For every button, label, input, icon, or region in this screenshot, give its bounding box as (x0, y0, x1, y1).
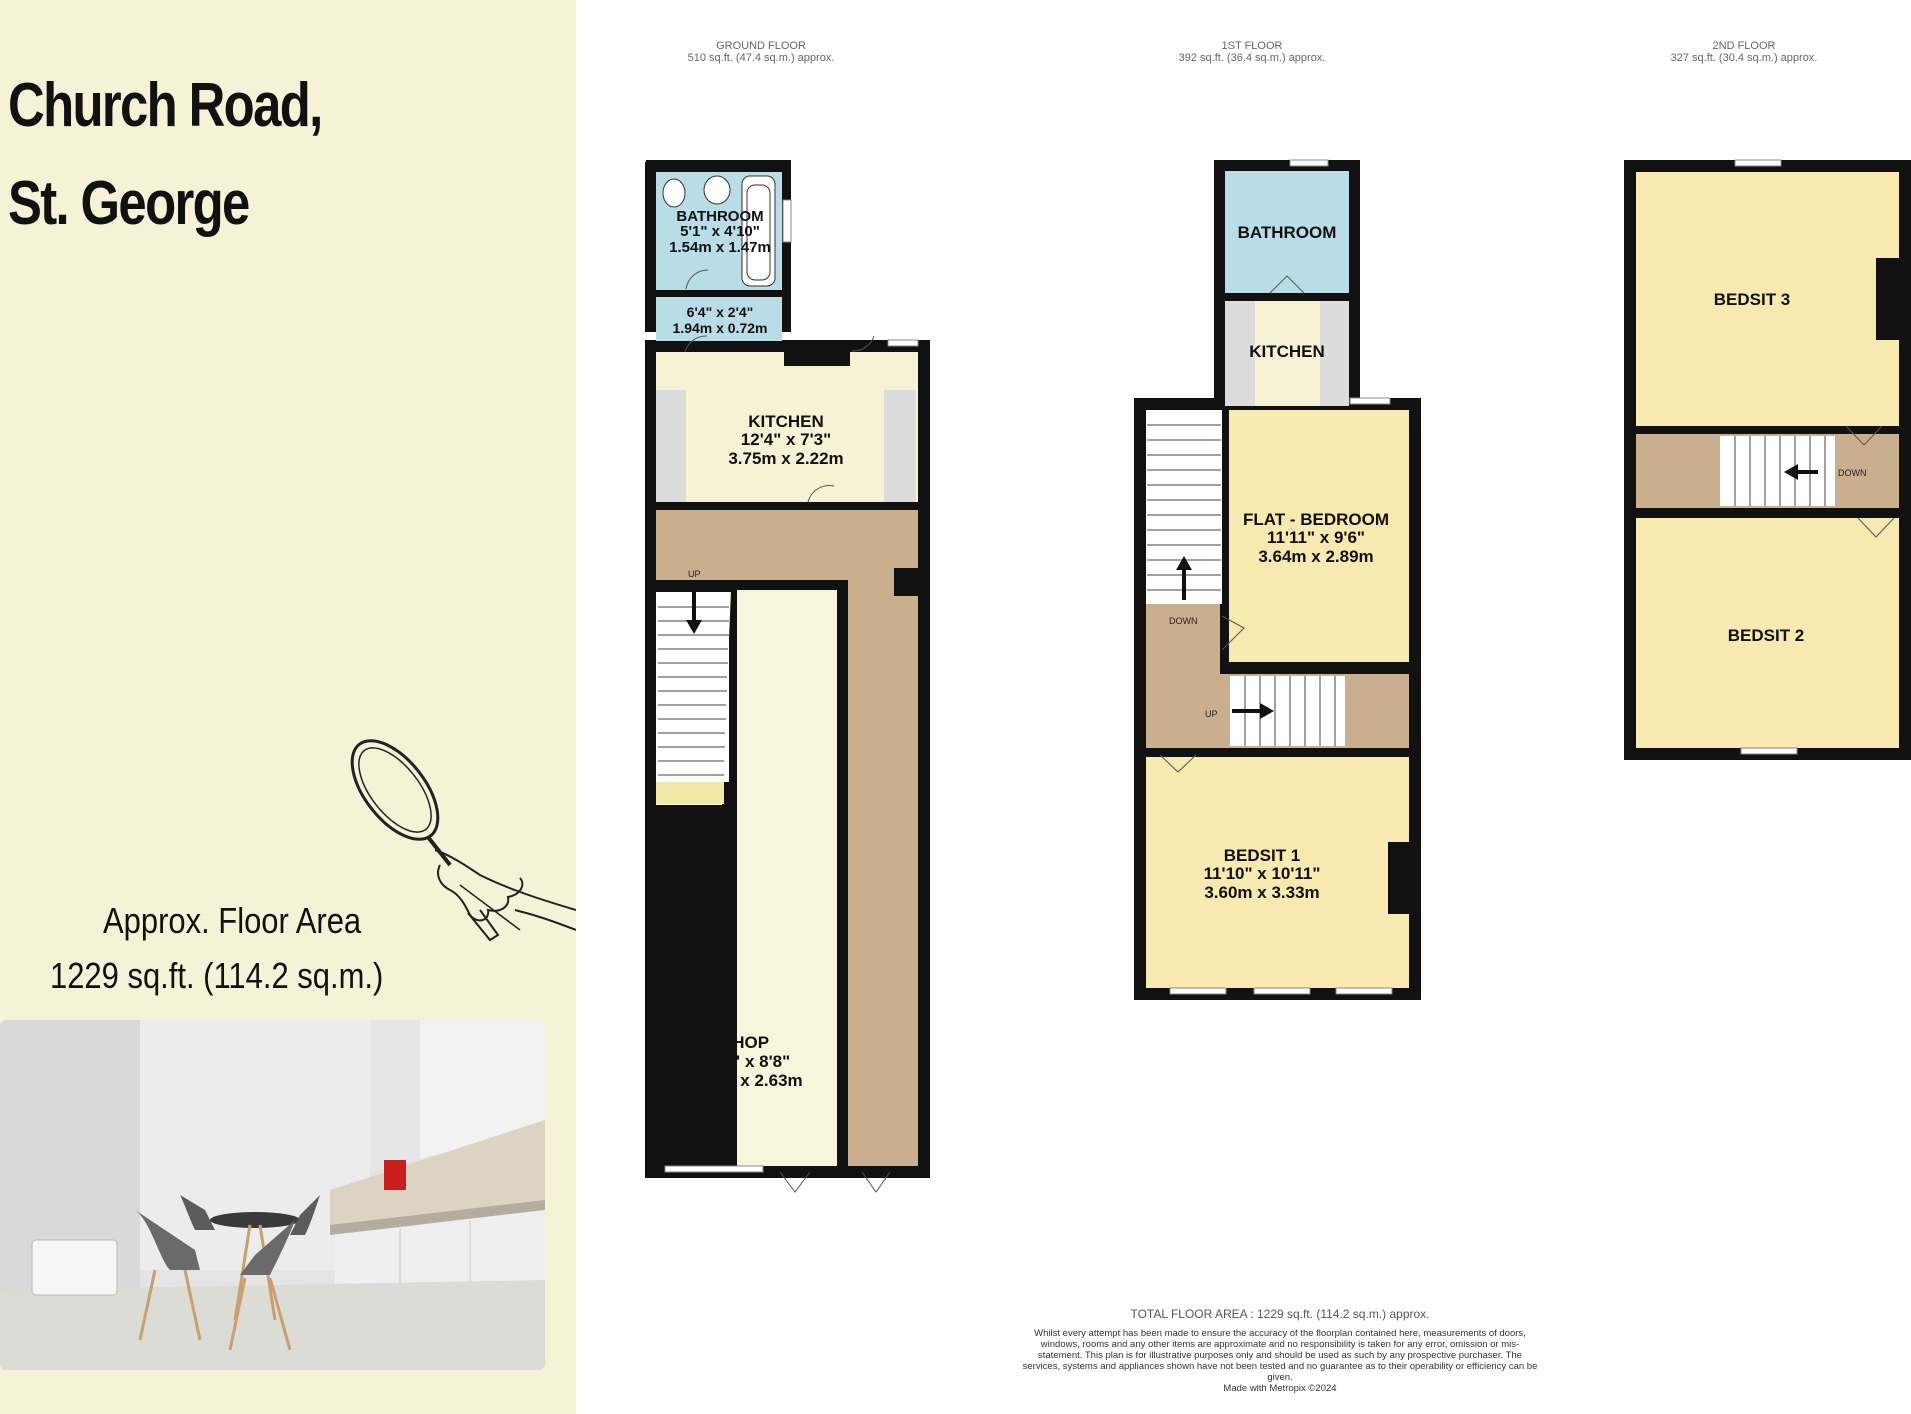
second-bedsit3-name: BEDSIT 3 (1713, 290, 1791, 309)
second-floor-name: 2ND FLOOR (1712, 40, 1776, 52)
disclaimer (1020, 1328, 1540, 1394)
ground-store-imperial: 6'4" x 2'4" (686, 304, 754, 320)
ground-stair-up-label: UP (688, 569, 701, 579)
first-stair-up-label: UP (1205, 709, 1218, 719)
area-label: Approx. Floor Area (103, 900, 362, 941)
first-kitchen-name: KITCHEN (1249, 342, 1325, 361)
first-flat-bedroom-name: FLAT - BEDROOM (1242, 510, 1390, 529)
first-bathroom-name: BATHROOM (1237, 223, 1337, 242)
ground-kitchen-metric: 3.75m x 2.22m (728, 449, 844, 468)
second-floor-area: 327 sq.ft. (30.4 sq.m.) approx. (1670, 52, 1818, 64)
area-value: 1229 sq.ft. (114.2 sq.m.) (50, 955, 384, 996)
title-line-1: Church Road, (8, 71, 322, 140)
first-flat-bedroom-imperial: 11'11" x 9'6" (1267, 528, 1365, 547)
ground-floor-name: GROUND FLOOR (716, 40, 806, 52)
second-floor-plan (1624, 160, 1911, 760)
ground-kitchen-name: KITCHEN (748, 412, 824, 431)
first-stair-down-label: DOWN (1169, 616, 1198, 626)
ground-shop-name: SHOP (720, 1033, 770, 1052)
disclaimer-text: Whilst every attempt has been made to ensure the accuracy of the floorplan contained here, measurements of doors, windows, rooms and any other items are approximate and no responsibility is taken for any error, omission or mis-statement. This plan is for illustrative purposes only and should be used as such by any prospective purchaser. The services, systems and appliances shown have not been tested and no guarantee as to their operability or efficiency can be given. (1022, 1328, 1538, 1383)
total-floor-area: TOTAL FLOOR AREA : 1229 sq.ft. (114.2 sq.m.) approx. (1130, 1307, 1430, 1321)
first-bedsit1-imperial: 11'10" x 10'11" (1203, 864, 1321, 883)
ground-kitchen-imperial: 12'4" x 7'3" (740, 430, 832, 449)
ground-bathroom-imperial: 5'1" x 4'10" (680, 223, 760, 240)
first-bedsit1-name: BEDSIT 1 (1223, 846, 1301, 865)
first-bedsit1-metric: 3.60m x 3.33m (1204, 883, 1320, 902)
ground-store-metric: 1.94m x 0.72m (672, 320, 768, 336)
first-floor-area: 392 sq.ft. (36.4 sq.m.) approx. (1178, 52, 1326, 64)
title-line-2: St. George (8, 169, 249, 238)
ground-bathroom-metric: 1.54m x 1.47m (669, 239, 771, 256)
first-flat-bedroom-metric: 3.64m x 2.89m (1258, 547, 1374, 566)
ground-bathroom-name: BATHROOM (676, 208, 764, 225)
ground-shop-metric: 8.13m x 2.63m (687, 1071, 803, 1090)
second-bedsit2-name: BEDSIT 2 (1727, 626, 1805, 645)
ground-floor-area: 510 sq.ft. (47.4 sq.m.) approx. (687, 52, 835, 64)
ground-shop-imperial: 26'8" x 8'8" (699, 1052, 791, 1071)
second-stair-down-label: DOWN (1838, 468, 1867, 478)
first-floor-name: 1ST FLOOR (1221, 40, 1283, 52)
made-with: Made with Metropix ©2024 (1223, 1383, 1337, 1394)
ground-corridor (848, 580, 918, 1166)
